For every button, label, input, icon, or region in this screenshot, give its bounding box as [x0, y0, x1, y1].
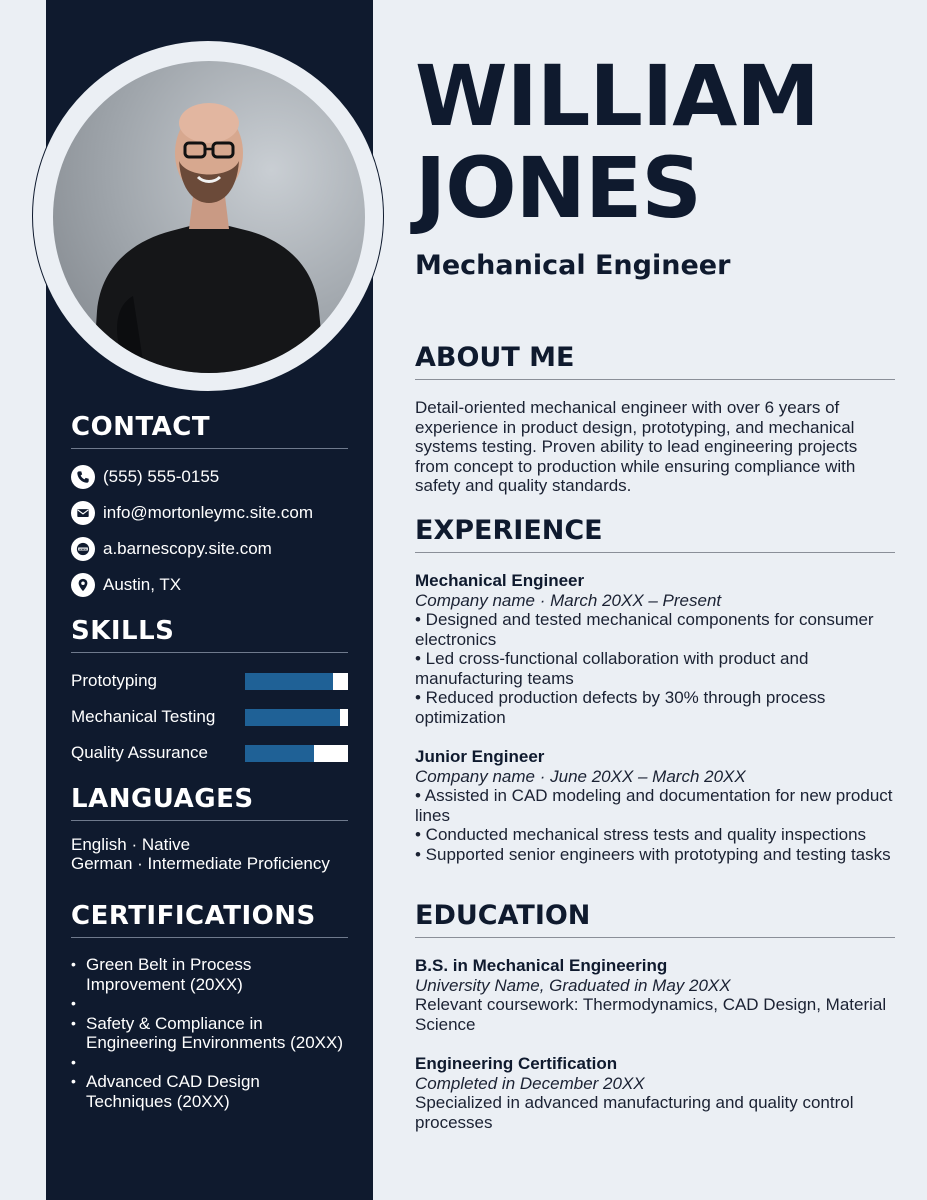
about-section — [415, 342, 895, 496]
profile-photo-frame — [32, 40, 384, 392]
web-icon — [71, 537, 95, 561]
skill-row — [71, 699, 348, 735]
skill-bar — [245, 745, 348, 762]
languages-heading: LANGUAGES — [71, 784, 348, 821]
degree-detail: Specialized in advanced manufacturing and quality control processes — [415, 1093, 854, 1132]
job-bullet: • Led cross-functional collaboration with product and manufacturing teams — [415, 649, 809, 688]
contact-web-text[interactable]: a.barnescopy.site.com — [103, 539, 272, 558]
skill-label: Mechanical Testing — [71, 707, 216, 726]
contact-email — [71, 495, 348, 531]
experience-section — [415, 515, 895, 884]
last-name: JONES — [415, 139, 701, 237]
experience-entry — [415, 571, 895, 727]
education-entry — [415, 956, 895, 1034]
job-company-dates: Company name · June 20XX – March 20XX — [415, 766, 746, 786]
job-title: Mechanical Engineer — [415, 250, 731, 281]
language-item: English · Native — [71, 835, 191, 854]
profile-photo — [53, 61, 365, 373]
certifications-heading: CERTIFICATIONS — [71, 901, 348, 938]
experience-entry — [415, 747, 895, 864]
contact-section — [71, 412, 348, 603]
email-icon — [71, 501, 95, 525]
skill-bar — [245, 673, 348, 690]
degree-institution: University Name, Graduated in May 20XX — [415, 975, 731, 995]
skill-bar-fill — [245, 745, 314, 762]
location-icon — [71, 573, 95, 597]
cert-item-empty — [71, 994, 348, 1014]
job-bullet: • Assisted in CAD modeling and documentation for new product lines — [415, 786, 893, 825]
contact-phone-text[interactable]: (555) 555-0155 — [103, 467, 220, 486]
skill-bar-fill — [245, 673, 333, 690]
contact-phone — [71, 459, 348, 495]
job-role: Mechanical Engineer — [415, 571, 585, 590]
job-bullet: • Designed and tested mechanical components for consumer electronics — [415, 610, 874, 649]
contact-heading: CONTACT — [71, 412, 348, 449]
skill-bar-fill — [245, 709, 340, 726]
education-entry — [415, 1054, 895, 1132]
svg-text:www: www — [79, 547, 87, 552]
job-role: Junior Engineer — [415, 747, 545, 766]
job-bullet: • Conducted mechanical stress tests and quality inspections — [415, 825, 867, 844]
skill-row — [71, 735, 348, 771]
cert-item: • Advanced CAD Design Techniques (20XX) — [71, 1072, 348, 1111]
education-heading: EDUCATION — [415, 900, 895, 938]
skill-bar — [245, 709, 348, 726]
contact-location — [71, 567, 348, 603]
about-text: Detail-oriented mechanical engineer with over 6 years of experience in product design, prototyping, and mechanical systems testing. Proven ability to lead engineering projects from concept to production while ensuring compliance with safety and quality standards. — [415, 398, 858, 495]
skill-row — [71, 663, 348, 699]
job-company-dates: Company name · March 20XX – Present — [415, 590, 722, 610]
languages-section — [71, 784, 348, 873]
phone-icon — [71, 465, 95, 489]
degree-institution: Completed in December 20XX — [415, 1073, 645, 1093]
language-item: German · Intermediate Proficiency — [71, 854, 330, 873]
first-name: WILLIAM — [415, 47, 819, 145]
degree-title: B.S. in Mechanical Engineering — [415, 956, 668, 975]
contact-email-text[interactable]: info@mortonleymc.site.com — [103, 503, 313, 522]
skills-heading: SKILLS — [71, 616, 348, 653]
skill-label: Prototyping — [71, 671, 157, 690]
name-heading — [415, 47, 819, 237]
job-bullet: • Reduced production defects by 30% through process optimization — [415, 688, 826, 727]
degree-detail: Relevant coursework: Thermodynamics, CAD Design, Material Science — [415, 995, 887, 1034]
cert-item: • Safety & Compliance in Engineering Environments (20XX) — [71, 1014, 348, 1053]
education-section — [415, 900, 895, 1152]
certifications-section — [71, 901, 348, 1111]
contact-web — [71, 531, 348, 567]
cert-item: • Green Belt in Process Improvement (20XX) — [71, 955, 348, 994]
cert-item-empty — [71, 1053, 348, 1073]
degree-title: Engineering Certification — [415, 1054, 618, 1073]
about-heading: ABOUT ME — [415, 342, 895, 380]
experience-heading: EXPERIENCE — [415, 515, 895, 553]
job-bullet: • Supported senior engineers with prototyping and testing tasks — [415, 844, 891, 864]
contact-location-text: Austin, TX — [103, 575, 182, 594]
skills-section — [71, 616, 348, 771]
skill-label: Quality Assurance — [71, 743, 209, 762]
